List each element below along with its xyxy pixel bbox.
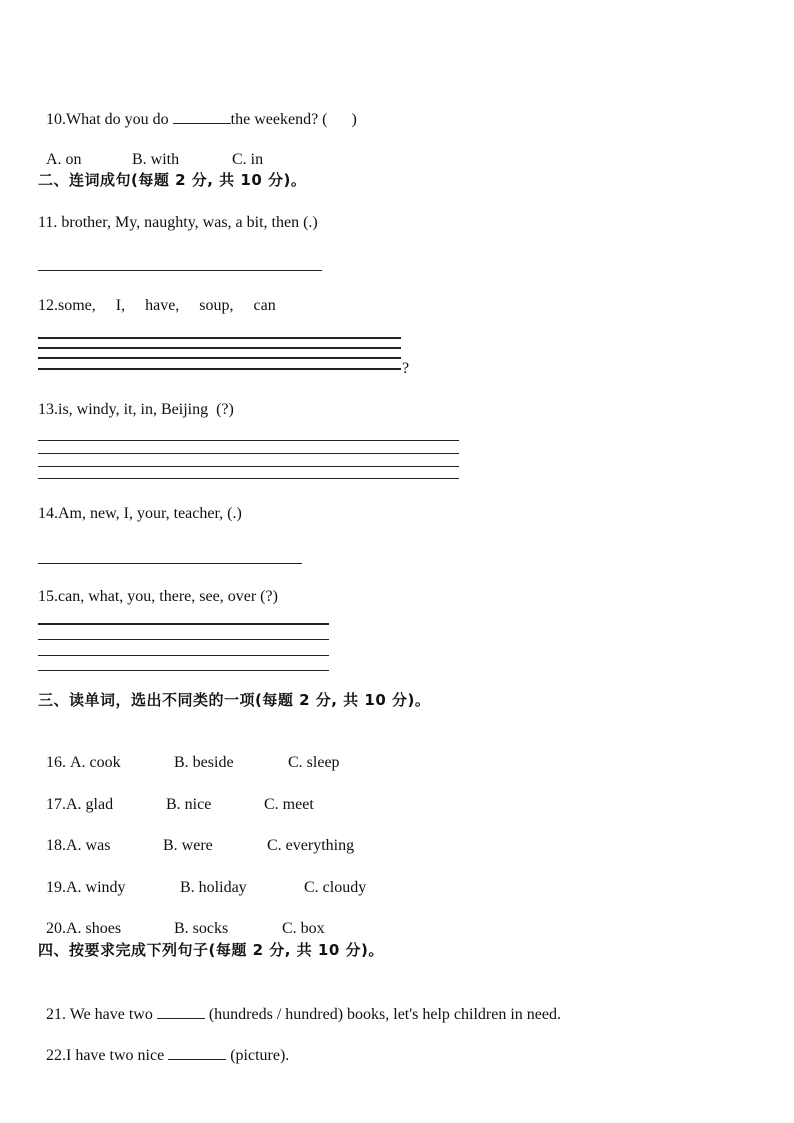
- section-3-heading: 三、读单词，选出不同类的一项(每题 2 分, 共 10 分)。: [38, 691, 431, 709]
- question-13: 13.is, windy, it, in, Beijing (?): [38, 401, 234, 418]
- question-22: [38, 1024, 289, 1066]
- option-c: C. meet: [264, 796, 314, 813]
- answer-line[interactable]: [38, 357, 401, 359]
- option-a: A. on: [46, 151, 82, 168]
- answer-line[interactable]: [38, 563, 302, 564]
- question-21: [38, 983, 561, 1025]
- section-4-heading: 四、按要求完成下列句子(每题 2 分, 共 10 分)。: [38, 941, 384, 959]
- option-a: A. cook: [70, 754, 121, 771]
- option-c: C. everything: [267, 837, 355, 854]
- question-17: [38, 775, 314, 815]
- option-c: C. cloudy: [304, 879, 367, 896]
- answer-line[interactable]: [38, 337, 401, 339]
- answer-blank[interactable]: [173, 108, 231, 124]
- question-10-after: the weekend? ( ): [230, 111, 357, 128]
- question-10-options: [38, 130, 263, 170]
- answer-line[interactable]: [38, 623, 329, 625]
- answer-line[interactable]: [38, 670, 329, 671]
- question-10: [38, 88, 357, 130]
- option-a: A. windy: [66, 879, 126, 896]
- question-number: 16.: [46, 754, 70, 771]
- question-22-before: 22.I have two nice: [46, 1047, 169, 1064]
- answer-line[interactable]: [38, 655, 329, 656]
- section-2-heading: 二、连词成句(每题 2 分, 共 10 分)。: [38, 171, 307, 189]
- answer-line[interactable]: [38, 440, 459, 441]
- question-18: [38, 816, 354, 856]
- option-a: A. shoes: [66, 920, 122, 937]
- answer-line[interactable]: [38, 270, 322, 271]
- question-21-after: (hundreds / hundred) books, let's help children in need.: [204, 1006, 561, 1023]
- question-19: [38, 858, 366, 898]
- option-b: B. nice: [166, 796, 212, 813]
- question-22-after: (picture).: [226, 1047, 290, 1064]
- option-b: B. socks: [174, 920, 229, 937]
- question-11: 11. brother, My, naughty, was, a bit, then (.): [38, 214, 318, 231]
- option-b: B. were: [163, 837, 213, 854]
- answer-blank[interactable]: [157, 1003, 205, 1019]
- answer-line[interactable]: [38, 639, 329, 640]
- question-12: 12.some, I, have, soup, can: [38, 297, 276, 314]
- option-c: C. sleep: [288, 754, 340, 771]
- question-21-before: 21. We have two: [46, 1006, 157, 1023]
- question-10-text: 10.What do you do: [46, 111, 173, 128]
- question-20: [38, 899, 325, 939]
- answer-line[interactable]: [38, 478, 459, 479]
- answer-blank[interactable]: [168, 1044, 226, 1060]
- option-c: C. in: [232, 151, 264, 168]
- option-b: B. holiday: [180, 879, 247, 896]
- question-14: 14.Am, new, I, your, teacher, (.): [38, 505, 242, 522]
- question-number: 18.: [46, 837, 66, 854]
- answer-line[interactable]: [38, 368, 401, 370]
- answer-line[interactable]: [38, 466, 459, 467]
- question-mark: ?: [402, 360, 410, 377]
- question-15: 15.can, what, you, there, see, over (?): [38, 588, 278, 605]
- option-a: A. was: [66, 837, 111, 854]
- option-b: B. with: [132, 151, 180, 168]
- answer-line[interactable]: [38, 347, 401, 349]
- question-number: 20.: [46, 920, 66, 937]
- option-c: C. box: [282, 920, 325, 937]
- question-number: 17.: [46, 796, 66, 813]
- option-b: B. beside: [174, 754, 234, 771]
- option-a: A. glad: [66, 796, 114, 813]
- question-16: [38, 733, 340, 773]
- question-number: 19.: [46, 879, 66, 896]
- answer-line[interactable]: [38, 453, 459, 454]
